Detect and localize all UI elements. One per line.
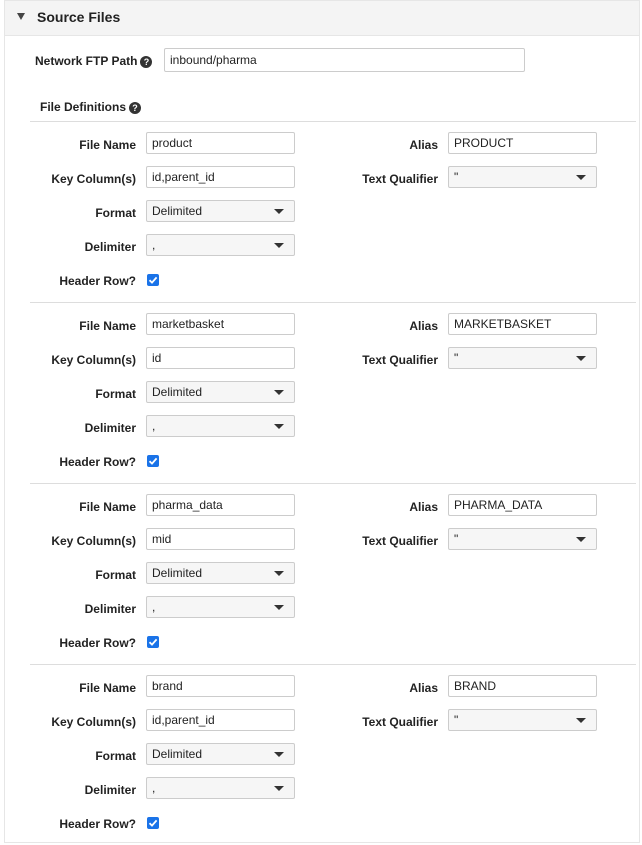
help-icon[interactable]: ?: [129, 102, 141, 114]
file-name-label: File Name: [79, 681, 136, 695]
alias-label: Alias: [409, 500, 438, 514]
file-name-label: File Name: [79, 319, 136, 333]
format-select[interactable]: [146, 200, 295, 222]
section-title: Source Files: [37, 9, 121, 25]
block-divider: [30, 483, 636, 484]
alias-input[interactable]: PRODUCT: [448, 132, 597, 154]
block-divider: [30, 664, 636, 665]
delimiter-value: ,: [152, 238, 156, 252]
chevron-down-icon: [274, 786, 284, 791]
file-definitions-label: File Definitions ?: [40, 100, 141, 114]
delimiter-select[interactable]: [146, 234, 295, 256]
header-row-label: Header Row?: [59, 455, 136, 469]
delimiter-label: Delimiter: [84, 602, 136, 616]
chevron-down-icon: [274, 243, 284, 248]
collapse-caret-icon[interactable]: [17, 13, 25, 20]
format-label: Format: [95, 749, 136, 763]
chevron-down-icon: [576, 718, 586, 723]
chevron-down-icon: [576, 356, 586, 361]
format-label: Format: [95, 387, 136, 401]
chevron-down-icon: [274, 390, 284, 395]
text-qualifier-value: ": [454, 713, 459, 727]
file-name-input[interactable]: product: [146, 132, 295, 154]
text-qualifier-label: Text Qualifier: [362, 353, 438, 367]
delimiter-value: ,: [152, 419, 156, 433]
key-columns-input[interactable]: id,parent_id: [146, 166, 295, 188]
delimiter-value: ,: [152, 600, 156, 614]
header-row-checkbox[interactable]: [147, 455, 159, 467]
format-value: Delimited: [152, 204, 203, 218]
block-divider: [30, 302, 636, 303]
format-select[interactable]: [146, 562, 295, 584]
header-row-checkbox[interactable]: [147, 817, 159, 829]
chevron-down-icon: [274, 424, 284, 429]
ftp-path-input[interactable]: inbound/pharma: [164, 48, 525, 72]
text-qualifier-value: ": [454, 351, 459, 365]
key-columns-input[interactable]: id,parent_id: [146, 709, 295, 731]
chevron-down-icon: [576, 537, 586, 542]
format-label: Format: [95, 568, 136, 582]
format-value: Delimited: [152, 747, 203, 761]
text-qualifier-select[interactable]: [448, 709, 597, 731]
format-label: Format: [95, 206, 136, 220]
text-qualifier-select[interactable]: [448, 347, 597, 369]
alias-label: Alias: [409, 681, 438, 695]
format-select[interactable]: [146, 381, 295, 403]
block-divider: [30, 121, 636, 122]
file-name-label: File Name: [79, 500, 136, 514]
header-row-label: Header Row?: [59, 274, 136, 288]
chevron-down-icon: [274, 571, 284, 576]
delimiter-label: Delimiter: [84, 783, 136, 797]
alias-input[interactable]: BRAND: [448, 675, 597, 697]
file-name-input[interactable]: pharma_data: [146, 494, 295, 516]
delimiter-select[interactable]: [146, 596, 295, 618]
header-row-checkbox[interactable]: [147, 274, 159, 286]
header-row-checkbox[interactable]: [147, 636, 159, 648]
header-row-label: Header Row?: [59, 817, 136, 831]
alias-label: Alias: [409, 319, 438, 333]
key-columns-label: Key Column(s): [51, 534, 136, 548]
header-row-label: Header Row?: [59, 636, 136, 650]
format-value: Delimited: [152, 566, 203, 580]
alias-label: Alias: [409, 138, 438, 152]
file-name-input[interactable]: marketbasket: [146, 313, 295, 335]
delimiter-label: Delimiter: [84, 421, 136, 435]
key-columns-input[interactable]: mid: [146, 528, 295, 550]
text-qualifier-select[interactable]: [448, 166, 597, 188]
delimiter-select[interactable]: [146, 415, 295, 437]
ftp-path-label: Network FTP Path ?: [35, 54, 152, 68]
chevron-down-icon: [274, 752, 284, 757]
key-columns-label: Key Column(s): [51, 353, 136, 367]
text-qualifier-label: Text Qualifier: [362, 534, 438, 548]
alias-input[interactable]: PHARMA_DATA: [448, 494, 597, 516]
text-qualifier-select[interactable]: [448, 528, 597, 550]
format-select[interactable]: [146, 743, 295, 765]
help-icon[interactable]: ?: [140, 56, 152, 68]
alias-input[interactable]: MARKETBASKET: [448, 313, 597, 335]
text-qualifier-label: Text Qualifier: [362, 715, 438, 729]
key-columns-input[interactable]: id: [146, 347, 295, 369]
key-columns-label: Key Column(s): [51, 715, 136, 729]
delimiter-value: ,: [152, 781, 156, 795]
delimiter-select[interactable]: [146, 777, 295, 799]
chevron-down-icon: [274, 209, 284, 214]
file-name-input[interactable]: brand: [146, 675, 295, 697]
format-value: Delimited: [152, 385, 203, 399]
delimiter-label: Delimiter: [84, 240, 136, 254]
text-qualifier-value: ": [454, 532, 459, 546]
key-columns-label: Key Column(s): [51, 172, 136, 186]
text-qualifier-value: ": [454, 170, 459, 184]
chevron-down-icon: [576, 175, 586, 180]
chevron-down-icon: [274, 605, 284, 610]
file-name-label: File Name: [79, 138, 136, 152]
section-header[interactable]: [5, 1, 639, 36]
text-qualifier-label: Text Qualifier: [362, 172, 438, 186]
